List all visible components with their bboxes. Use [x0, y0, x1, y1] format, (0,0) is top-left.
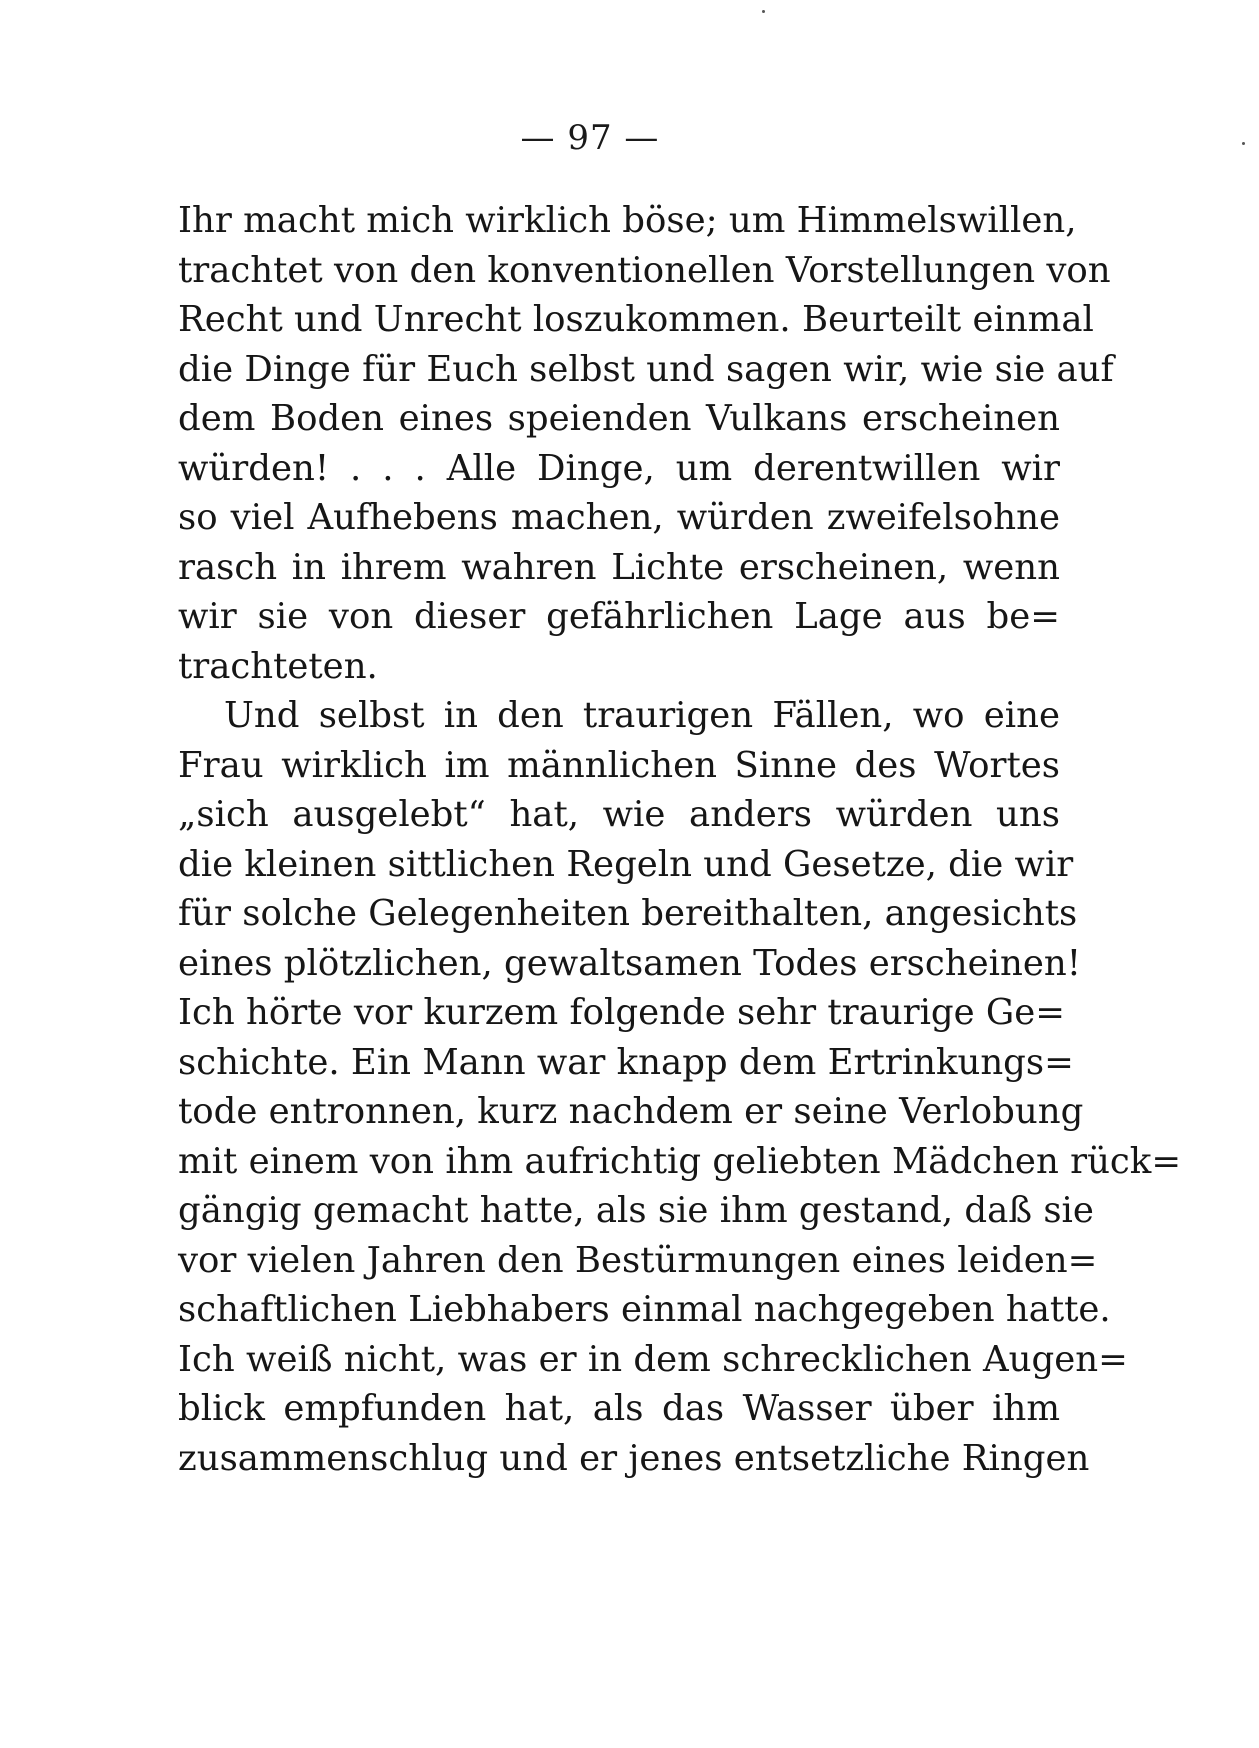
text-line: die Dinge für Euch selbst und sagen wir, wie sie auf	[178, 348, 1114, 390]
text-line: blick empfunden hat, als das Wasser über ihm	[178, 1388, 1060, 1429]
paragraph-1	[178, 196, 1114, 691]
text-line: „sich ausgelebt“ hat, wie anders würden uns	[178, 794, 1060, 835]
scan-speck	[1242, 142, 1245, 145]
text-line: Ich hörte vor kurzem folgende sehr traurige Ge=	[178, 992, 1066, 1033]
text-line: Frau wirklich im männlichen Sinne des Wortes	[178, 744, 1060, 786]
text-line: Und selbst in den traurigen Fällen, wo eine	[224, 695, 1060, 736]
page-number: — 97 —	[520, 118, 660, 158]
text-line: dem Boden eines speienden Vulkans erscheinen	[178, 398, 1060, 439]
text-line: tode entronnen, kurz nachdem er seine Verlobung	[178, 1091, 1084, 1132]
text-line: gängig gemacht hatte, als sie ihm gestand, daß sie	[178, 1190, 1094, 1231]
text-line: würden! . . . Alle Dinge, um derentwillen wir	[178, 447, 1060, 489]
text-line: trachteten.	[178, 645, 378, 687]
text-line: zusammenschlug und er jenes entsetzliche Ringen	[178, 1437, 1090, 1479]
text-line: Ich weiß nicht, was er in dem schrecklichen Augen=	[178, 1338, 1128, 1380]
text-line: wir sie von dieser gefährlichen Lage aus be=	[178, 596, 1060, 637]
text-line: rasch in ihrem wahren Lichte erscheinen, wenn	[178, 546, 1060, 588]
text-line: schaftlichen Liebhabers einmal nachgegeben hatte.	[178, 1289, 1111, 1330]
text-line: so viel Aufhebens machen, würden zweifelsohne	[178, 497, 1060, 538]
text-line: für solche Gelegenheiten bereithalten, angesichts	[178, 893, 1078, 934]
text-line: Recht und Unrecht loszukommen. Beurteilt einmal	[178, 299, 1094, 340]
paragraph-2	[178, 691, 1182, 1483]
text-line: vor vielen Jahren den Bestürmungen eines leiden=	[178, 1239, 1098, 1281]
scan-speck	[762, 10, 765, 13]
text-line: Ihr macht mich wirklich böse; um Himmelswillen,	[178, 200, 1077, 241]
body-text	[178, 196, 1182, 1483]
text-line: trachtet von den konventionellen Vorstellungen von	[178, 249, 1111, 291]
text-line: die kleinen sittlichen Regeln und Gesetze, die wir	[178, 843, 1074, 885]
text-line: mit einem von ihm aufrichtig geliebten Mädchen rück=	[178, 1140, 1182, 1182]
text-line: schichte. Ein Mann war knapp dem Ertrinkungs=	[178, 1041, 1074, 1083]
text-line: eines plötzlichen, gewaltsamen Todes erscheinen!	[178, 942, 1081, 984]
